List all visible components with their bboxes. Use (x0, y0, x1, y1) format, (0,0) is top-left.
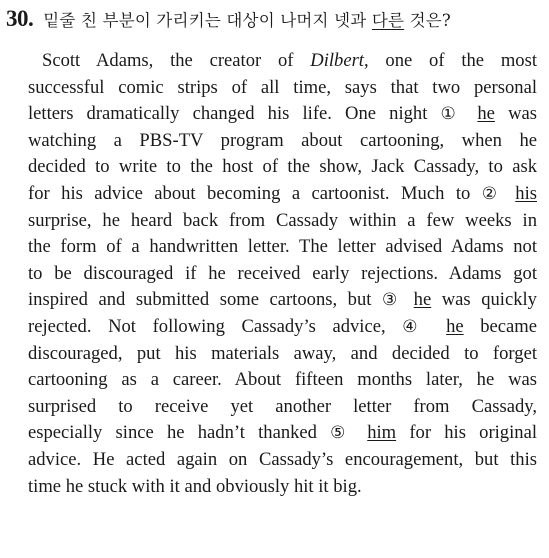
passage-text: rejected. Not following Cassady’s advice, (28, 315, 403, 337)
passage-text: to be discouraged if he received early rejections. Adams got (28, 262, 537, 284)
passage-line (28, 128, 537, 155)
passage-line (28, 394, 537, 421)
prompt-underlined-word: 다른 (371, 11, 405, 30)
passage-text (504, 183, 515, 204)
passage-line (28, 101, 537, 128)
italic-title: Dilbert (310, 50, 364, 71)
passage-line (28, 48, 537, 75)
underlined-referent: he (477, 103, 495, 125)
passage-text (464, 103, 477, 124)
question-block (6, 0, 543, 500)
passage-line (28, 234, 537, 261)
passage-text: Scott Adams, the creator of (42, 50, 311, 71)
passage-text: surprise, he heard back from Cassady within a few weeks in (28, 209, 537, 231)
passage-text: discouraged, put his materials away, and decided to forget (28, 342, 537, 364)
passage-line (28, 154, 537, 181)
passage-text: inspired and submitted some cartoons, but (28, 289, 382, 311)
underlined-referent: his (515, 182, 537, 204)
passage-text: time he stuck with it and obviously hit it big. (28, 475, 362, 497)
passage-text: was (494, 103, 537, 125)
reading-passage (28, 48, 537, 500)
passage-line (28, 367, 537, 394)
underlined-referent: him (367, 422, 397, 444)
question-header (6, 0, 543, 40)
passage-line (28, 447, 537, 474)
passage-line (28, 474, 537, 501)
passage-text: advice. He acted again on Cassady’s encouragement, but this (28, 448, 537, 470)
passage-line (28, 287, 537, 314)
passage-line (28, 314, 537, 341)
passage-text: decided to write to the host of the show, Jack Cassady, to ask (28, 156, 537, 178)
passage-line (28, 208, 537, 235)
passage-text: , one of the most (363, 50, 537, 71)
passage-text (403, 289, 414, 310)
passage-text: was quickly (431, 289, 537, 311)
choice-number-mark: ③ (381, 290, 404, 311)
question-prompt (43, 7, 451, 31)
choice-number-mark: ⑤ (330, 423, 354, 444)
passage-text: became (463, 315, 537, 337)
passage-text (429, 316, 446, 337)
choice-number-mark: ② (481, 183, 504, 204)
passage-line (28, 261, 537, 288)
passage-text: surprised to receive yet another letter from Cassady, (28, 395, 537, 417)
passage-text: successful comic strips of all time, says that two personal (28, 76, 537, 98)
passage-line (28, 420, 537, 447)
passage-text: watching a PBS-TV program about cartooning, when he (28, 129, 537, 151)
underlined-referent: he (446, 315, 464, 337)
passage-text: letters dramatically changed his life. One night (28, 103, 441, 125)
underlined-referent: he (413, 289, 432, 311)
prompt-text-before: 밑줄 친 부분이 가리키는 대상이 나머지 넷과 (43, 11, 372, 30)
passage-text: especially since he hadn’t thanked (28, 422, 331, 444)
choice-number-mark: ① (440, 104, 465, 125)
passage-text (354, 422, 367, 443)
passage-text: for his advice about becoming a cartoonist. Much to (28, 182, 482, 204)
passage-line (28, 341, 537, 368)
choice-number-mark: ④ (402, 316, 430, 337)
passage-text: the form of a handwritten letter. The letter advised Adams not (28, 236, 537, 258)
prompt-text-after: 것은? (404, 11, 451, 30)
passage-text: cartooning as a career. About fifteen months later, he was (28, 369, 537, 391)
passage-text: for his original (396, 422, 537, 444)
passage-line (28, 181, 537, 208)
passage-line (28, 75, 537, 102)
question-number: 30. (6, 6, 34, 31)
